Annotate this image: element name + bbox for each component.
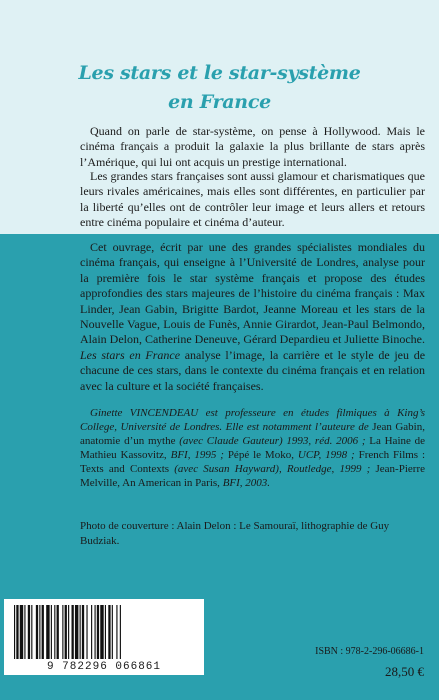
- bio-text-g: UCP, 1998 ;: [297, 448, 355, 461]
- title-line-2: en France: [168, 91, 271, 113]
- bio-text-e: BFI, 1995 ;: [170, 448, 224, 461]
- barcode-bars: [14, 605, 194, 659]
- bio-text-h: French Films : Texts and Contexts: [80, 448, 426, 475]
- title-line-1: Les stars et le star-système: [78, 62, 361, 84]
- author-bio: [80, 407, 425, 490]
- barcode: [4, 599, 204, 675]
- bio-text-a: est professeure en études filmiques à King’s College, Université de Londres. Elle est notamment l’auteure de: [80, 407, 425, 433]
- bio-text-i: (avec Susan Hayward), Routledge, 1999 ;: [174, 462, 371, 475]
- paragraph-intro: Quand on parle de star-système, on pense à Hollywood. Mais le cinéma français a produit la galaxie la plus brillante de stars après l’Amérique, qui lui ont acquis un prestige international.: [80, 124, 425, 169]
- book-title-inline: Les stars en France: [80, 347, 181, 362]
- cover-photo-credit: Photo de couverture : Alain Delon : Le Samouraï, lithographie de Guy Budziak.: [80, 520, 390, 547]
- bio-text-c: (avec Claude Gauteur) 1993, réd. 2006 ;: [179, 434, 366, 447]
- paragraph-book: [80, 240, 425, 394]
- barcode-digits: 9 782296 066861: [46, 661, 162, 673]
- isbn: ISBN : 978-2-296-06686-1: [315, 646, 424, 657]
- bio-text-d: La Haine de Mathieu Kassovitz,: [80, 434, 426, 461]
- author-name: Ginette VINCENDEAU: [90, 407, 199, 419]
- paragraph-book-text: Cet ouvrage, écrit par une des grandes spécialistes mondiales du cinéma français, qui enseigne à l’Université de Londres, analyse pour la première fois le star système français et propose des études approfondies des stars majeures de l’histoire du cinéma français : Max Linder, Jean Gabin, Brigitte Bardot, Jeanne Moreau et les stars de la Nouvelle Vague, Louis de Funès, Annie Girardot, Jean-Paul Belmondo, Alain Delon, Catherine Deneuve, Gérard Depardieu et Juliette Binoche.: [80, 240, 425, 347]
- bio-text-j: Jean-Pierre Melville, An American in Paris,: [80, 462, 425, 489]
- paragraph-stars: Les grandes stars françaises sont aussi glamour et charismatiques que leurs rivales américaines, mais elles sont différentes, en particulier par la liberté qu’elles ont de contrôler leur image et leurs allers et retours entre cinéma populaire et cinéma d’auteur.: [80, 169, 425, 230]
- price: 28,50 €: [385, 664, 424, 679]
- bio-text-k: BFI, 2003.: [222, 476, 271, 489]
- bio-text-b: Jean Gabin, anatomie d’un mythe: [80, 420, 425, 447]
- bio-text-f: Pépé le Moko,: [227, 448, 294, 461]
- paragraph-book-text-end: analyse l’image, la carrière et le style de jeu de chacune de ces stars, dans le contexte du cinéma français et en relation avec la culture et la société françaises.: [80, 347, 426, 393]
